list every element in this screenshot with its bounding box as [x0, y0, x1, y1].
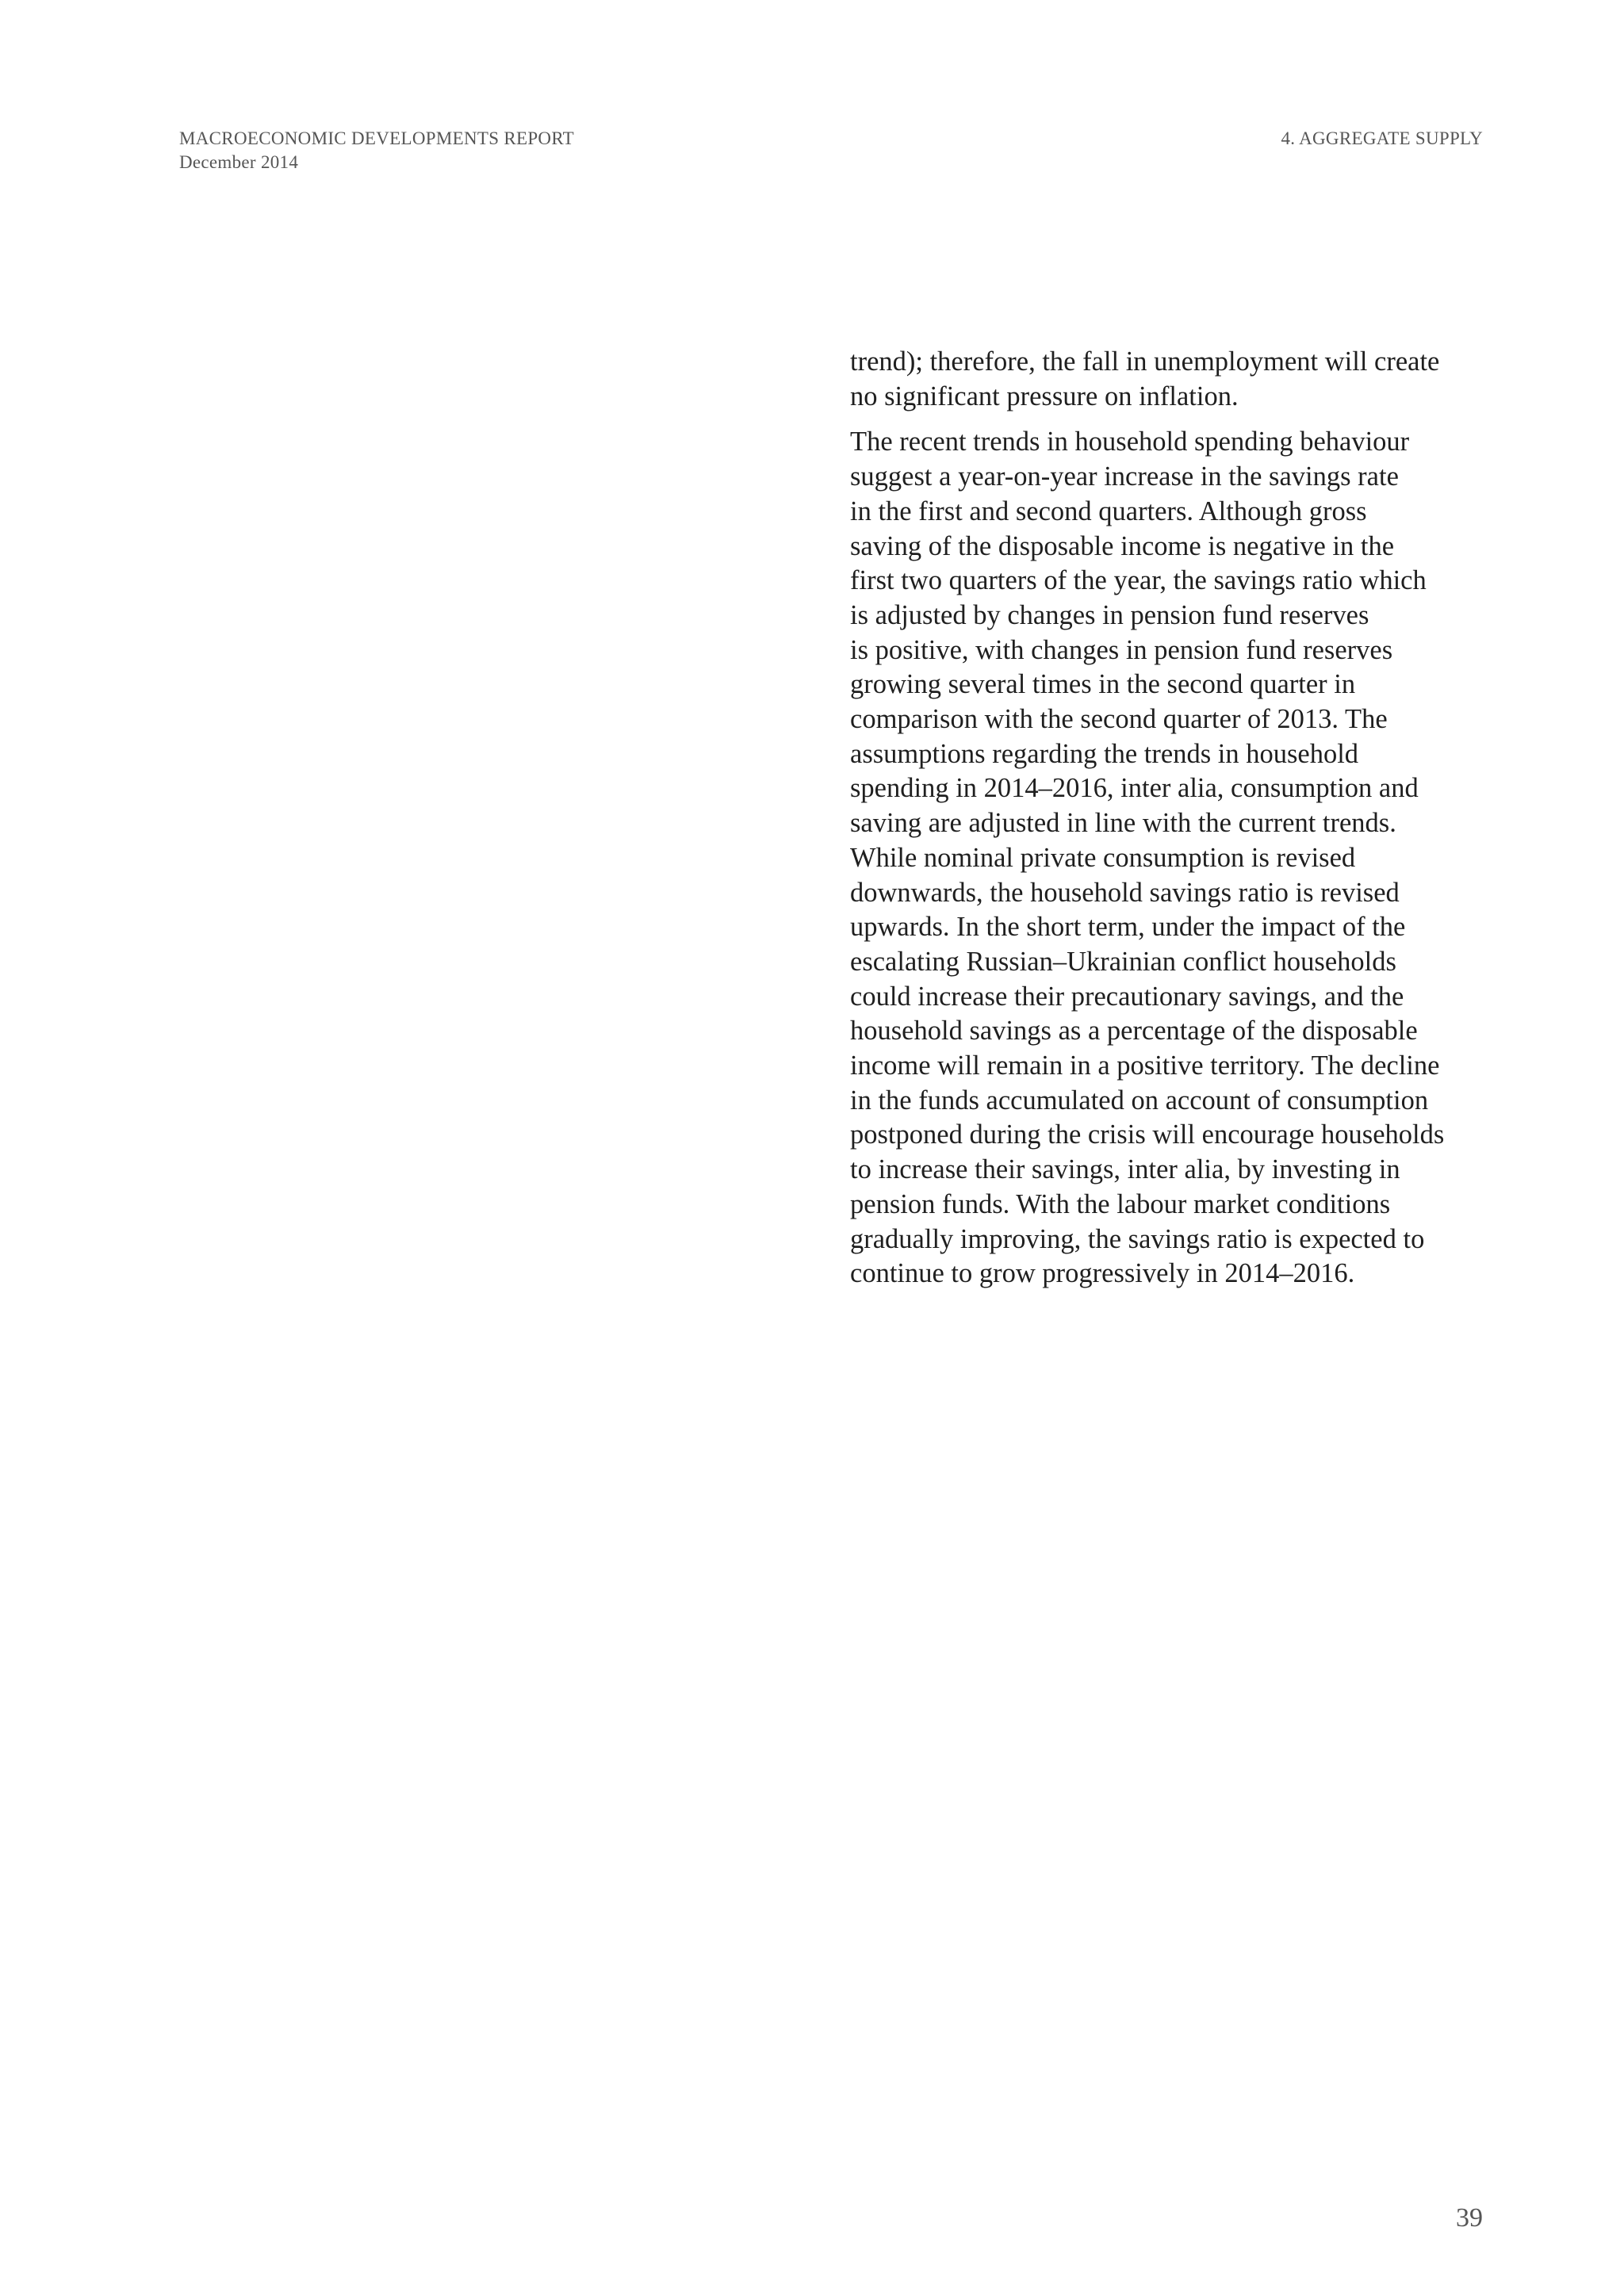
- text-line: first two quarters of the year, the savings ratio which: [850, 565, 1427, 596]
- text-line: escalating Russian–Ukrainian conflict households: [850, 946, 1396, 977]
- text-line: downwards, the household savings ratio is revised: [850, 877, 1400, 908]
- text-line: assumptions regarding the trends in household: [850, 738, 1359, 769]
- text-line: upwards. In the short term, under the impact of the: [850, 912, 1406, 943]
- text-line: While nominal private consumption is revised: [850, 842, 1356, 873]
- page-number: 39: [1456, 2203, 1483, 2233]
- paragraph-continued: [850, 345, 1484, 414]
- text-line: continue to grow progressively in 2014–2016.: [850, 1258, 1355, 1289]
- text-line: household savings as a percentage of the disposable: [850, 1016, 1418, 1047]
- text-line: is adjusted by changes in pension fund reserves: [850, 599, 1369, 630]
- section-title: 4. AGGREGATE SUPPLY: [1281, 128, 1483, 148]
- text-line: The recent trends in household spending behaviour: [850, 427, 1410, 457]
- text-line: could increase their precautionary savings, and the: [850, 981, 1404, 1012]
- text-line: postponed during the crisis will encourage households: [850, 1119, 1445, 1150]
- text-line: in the first and second quarters. Although gross: [850, 496, 1367, 526]
- report-date: December 2014: [179, 152, 299, 172]
- text-line: gradually improving, the savings ratio is expected to: [850, 1223, 1425, 1254]
- text-line: suggest a year-on-year increase in the savings rate: [850, 461, 1399, 492]
- text-line: spending in 2014–2016, inter alia, consumption and: [850, 773, 1419, 804]
- text-line: no significant pressure on inflation.: [850, 381, 1239, 411]
- text-line: saving of the disposable income is negative in the: [850, 530, 1395, 561]
- text-column: [850, 345, 1484, 1303]
- text-line: pension funds. With the labour market conditions: [850, 1188, 1391, 1219]
- running-header-left: [179, 127, 574, 174]
- text-line: growing several times in the second quarter in: [850, 669, 1356, 700]
- text-line: trend); therefore, the fall in unemployment will create: [850, 346, 1440, 377]
- text-line: saving are adjusted in line with the current trends.: [850, 808, 1396, 839]
- text-line: in the funds accumulated on account of consumption: [850, 1085, 1429, 1115]
- text-line: comparison with the second quarter of 2013. The: [850, 704, 1388, 735]
- text-line: is positive, with changes in pension fund reserves: [850, 634, 1393, 665]
- text-line: income will remain in a positive territory. The decline: [850, 1050, 1440, 1081]
- paragraph-household-savings: [850, 425, 1484, 1292]
- text-line: to increase their savings, inter alia, by investing in: [850, 1154, 1400, 1185]
- report-title: MACROECONOMIC DEVELOPMENTS REPORT: [179, 128, 574, 148]
